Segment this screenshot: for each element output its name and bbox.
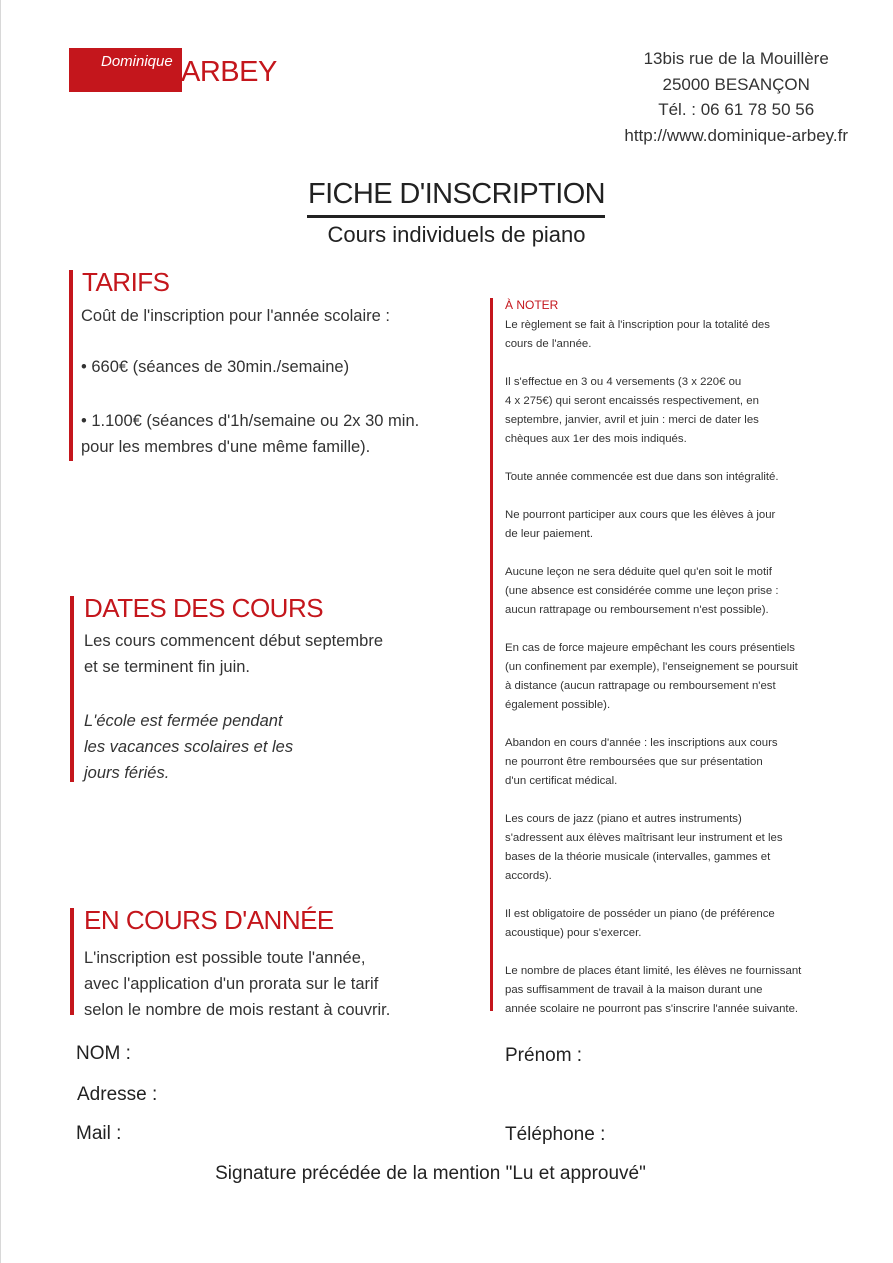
address-phone: Tél. : 06 61 78 50 56 — [658, 100, 815, 119]
tarifs-title: TARIFS — [82, 267, 170, 297]
tarifs-item-2b: pour les membres d'une même famille). — [81, 438, 371, 456]
logo-last-name: ARBEY — [181, 56, 277, 88]
dates-title: DATES DES COURS — [84, 593, 324, 623]
address-street: 13bis rue de la Mouillère — [643, 49, 829, 68]
dates-line-2: et se terminent fin juin. — [84, 658, 250, 676]
en-cours-line-1: L'inscription est possible toute l'année, — [84, 949, 366, 967]
tarifs-item-1: • 660€ (séances de 30min./semaine) — [81, 358, 350, 376]
en-cours-title: EN COURS D'ANNÉE — [84, 905, 334, 935]
note-paragraph-10: Le nombre de places étant limité, les élèves ne fournissant pas suffisamment de travail à la maison durant une année scolaire ne pourront pas s'inscrire l'année suivante. — [505, 965, 802, 1015]
tarifs-intro: Coût de l'inscription pour l'année scolaire : — [81, 307, 390, 325]
tarifs-bar — [69, 270, 73, 461]
title-underline — [307, 215, 605, 218]
dates-bar — [70, 596, 74, 782]
en-cours-line-2: avec l'application d'un prorata sur le tarif — [84, 975, 379, 993]
signature-line: Signature précédée de la mention "Lu et approuvé" — [215, 1163, 646, 1184]
note-paragraph-8: Les cours de jazz (piano et autres instruments) s'adressent aux élèves maîtrisant leur instrument et les bases de la théorie musicale (intervalles, gammes et accords). — [505, 813, 783, 882]
field-mail[interactable]: Mail : — [76, 1123, 122, 1144]
field-telephone[interactable]: Téléphone : — [505, 1124, 606, 1145]
page-title: FICHE D'INSCRIPTION — [307, 178, 606, 210]
note-title: À NOTER — [505, 298, 559, 312]
field-nom[interactable]: NOM : — [76, 1043, 131, 1064]
en-cours-line-3: selon le nombre de mois restant à couvrir. — [84, 1001, 391, 1019]
logo-first-name: Dominique — [101, 53, 173, 70]
note-paragraph-4: Ne pourront participer aux cours que les élèves à jour de leur paiement. — [505, 509, 776, 540]
dates-italic-3: jours fériés. — [84, 764, 170, 782]
note-paragraph-1: Le règlement se fait à l'inscription pour la totalité des cours de l'année. — [505, 319, 770, 350]
dates-line-1: Les cours commencent début septembre — [84, 632, 383, 650]
dates-italic-2: les vacances scolaires et les — [84, 738, 294, 756]
note-body — [505, 316, 801, 1038]
field-prenom[interactable]: Prénom : — [505, 1045, 583, 1066]
en-cours-bar — [70, 908, 74, 1015]
page-subtitle: Cours individuels de piano — [327, 222, 586, 247]
address-website[interactable]: http://www.dominique-arbey.fr — [624, 125, 848, 145]
tarifs-item-2a: • 1.100€ (séances d'1h/semaine ou 2x 30 min. — [81, 412, 420, 430]
note-bar — [490, 298, 493, 1011]
note-paragraph-2: Il s'effectue en 3 ou 4 versements (3 x 220€ ou 4 x 275€) qui seront encaissés respectivement, en septembre, janvier, avril et juin : merci de dater les chèques aux 1er des mois indiqués. — [505, 376, 759, 445]
address-city: 25000 BESANÇON — [662, 74, 810, 94]
note-paragraph-3: Toute année commencée est due dans son intégralité. — [505, 471, 779, 483]
note-paragraph-7: Abandon en cours d'année : les inscriptions aux cours ne pourront être remboursées que sur présentation d'un certificat médical. — [505, 737, 778, 787]
note-paragraph-6: En cas de force majeure empêchant les cours présentiels (un confinement par exemple), l'enseignement se poursuit à distance (aucun rattrapage ou remboursement n'est également possible). — [505, 642, 798, 711]
note-paragraph-9: Il est obligatoire de posséder un piano (de préférence acoustique) pour s'exercer. — [505, 908, 775, 939]
field-adresse[interactable]: Adresse : — [77, 1084, 158, 1105]
dates-italic-1: L'école est fermée pendant — [84, 712, 283, 730]
address-block — [624, 46, 848, 148]
note-paragraph-5: Aucune leçon ne sera déduite quel qu'en soit le motif (une absence est considérée comme une leçon prise : aucun rattrapage ou remboursement n'est possible). — [505, 566, 779, 616]
